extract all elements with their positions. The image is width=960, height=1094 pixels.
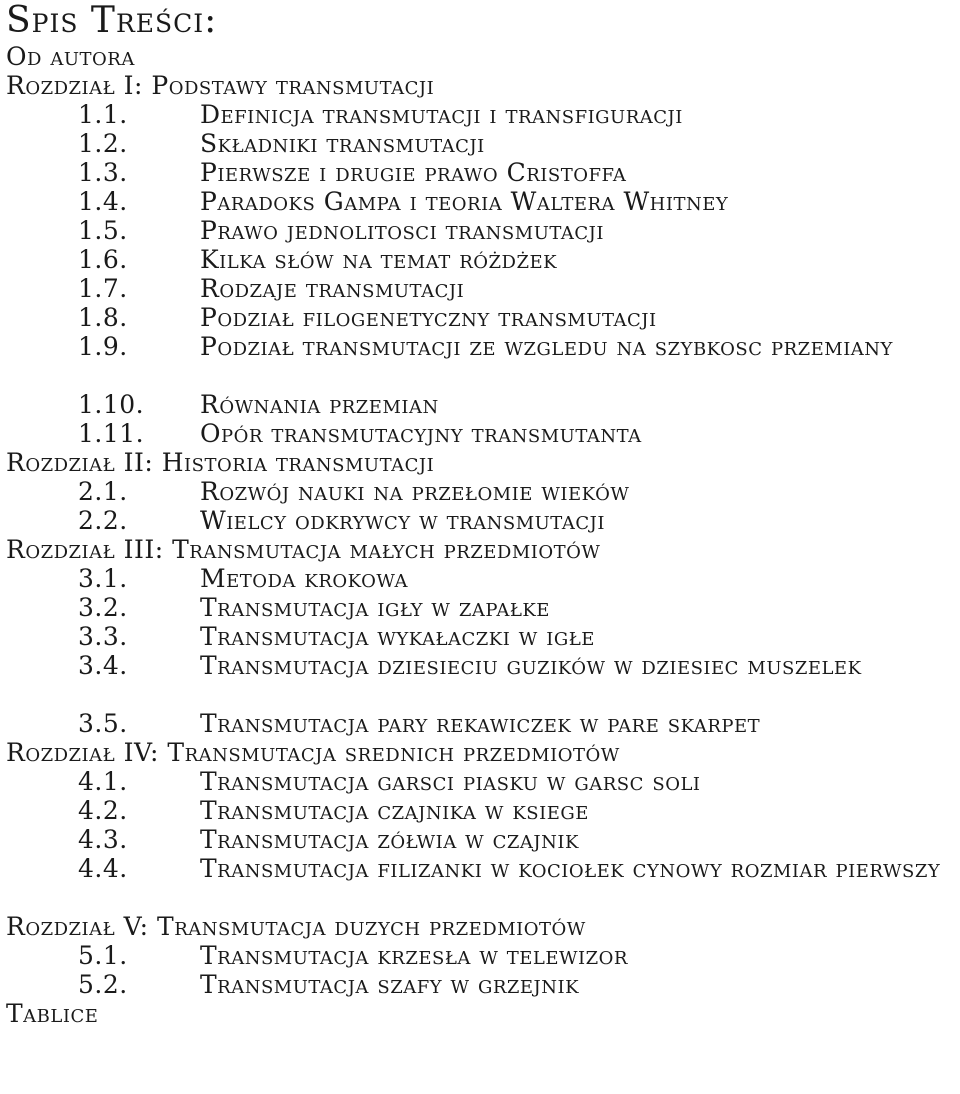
toc-section-entry	[0, 216, 960, 245]
toc-section-number: 1.8.	[78, 303, 128, 332]
table-of-contents	[0, 42, 960, 1028]
toc-section-title: Opór transmutacyjny transmutanta	[200, 419, 642, 448]
toc-section-entry	[0, 767, 960, 796]
toc-chapter-entry	[0, 535, 960, 564]
toc-section-title: Transmutacja czajnika w ksiege	[200, 796, 589, 825]
toc-section-entry	[0, 158, 960, 187]
toc-section-number: 3.2.	[78, 593, 128, 622]
toc-section-title: Prawo jednolitosci transmutacji	[200, 216, 604, 245]
toc-section-entry	[0, 419, 960, 448]
toc-section-title: Kilka słów na temat różdżek	[200, 245, 558, 274]
toc-chapter-entry	[0, 71, 960, 100]
toc-chapter-title: Rozdział II: Historia transmutacji	[6, 448, 435, 477]
toc-section-number: 1.6.	[78, 245, 128, 274]
toc-section-entry	[0, 245, 960, 274]
toc-chapter-title: Rozdział I: Podstawy transmutacji	[6, 71, 435, 100]
toc-section-number: 2.1.	[78, 477, 128, 506]
toc-chapter-title: Tablice	[6, 999, 99, 1028]
toc-section-entry	[0, 709, 960, 738]
toc-section-title: Podział transmutacji ze wzgledu na szybkosc przemiany	[200, 332, 893, 361]
toc-section-title: Rodzaje transmutacji	[200, 274, 465, 303]
toc-section-title: Metoda krokowa	[200, 564, 408, 593]
toc-section-title: Podział filogenetyczny transmutacji	[200, 303, 657, 332]
toc-section-entry	[0, 477, 960, 506]
toc-section-number: 3.4.	[78, 651, 128, 680]
toc-section-entry	[0, 187, 960, 216]
toc-section-entry	[0, 796, 960, 825]
toc-section-title: Transmutacja zółwia w czajnik	[200, 825, 579, 854]
toc-section-title: Transmutacja krzesła w telewizor	[200, 941, 628, 970]
toc-chapter-entry	[0, 42, 960, 71]
toc-section-title: Transmutacja igły w zapałke	[200, 593, 550, 622]
toc-section-entry	[0, 506, 960, 535]
toc-title: Spis Treści:	[6, 0, 218, 41]
toc-section-number: 1.3.	[78, 158, 128, 187]
toc-section-entry	[0, 100, 960, 129]
toc-chapter-entry	[0, 738, 960, 767]
toc-section-title: Pierwsze i drugie prawo Cristoffa	[200, 158, 627, 187]
toc-section-number: 1.7.	[78, 274, 128, 303]
toc-section-title: Transmutacja pary rekawiczek w pare skarpet	[200, 709, 761, 738]
toc-chapter-title: Rozdział III: Transmutacja małych przedmiotów	[6, 535, 601, 564]
toc-section-entry	[0, 390, 960, 419]
toc-section-title: Składniki transmutacji	[200, 129, 485, 158]
toc-section-number: 3.3.	[78, 622, 128, 651]
toc-section-number: 4.3.	[78, 825, 128, 854]
toc-section-title: Rozwój nauki na przełomie wieków	[200, 477, 630, 506]
toc-section-title: Transmutacja garsci piasku w garsc soli	[200, 767, 701, 796]
toc-section-number: 1.1.	[78, 100, 128, 129]
toc-section-entry	[0, 622, 960, 651]
toc-section-number: 1.11.	[78, 419, 145, 448]
toc-section-number: 4.4.	[78, 854, 128, 883]
toc-section-title: Transmutacja dziesieciu guzików w dziesiec muszelek	[200, 651, 862, 680]
toc-section-number: 2.2.	[78, 506, 128, 535]
toc-section-title: Definicja transmutacji i transfiguracji	[200, 100, 683, 129]
toc-chapter-entry	[0, 448, 960, 477]
toc-chapter-title: Od autora	[6, 42, 135, 71]
toc-chapter-title: Rozdział IV: Transmutacja srednich przedmiotów	[6, 738, 620, 767]
toc-section-entry	[0, 303, 960, 332]
toc-section-entry	[0, 941, 960, 970]
toc-section-number: 1.4.	[78, 187, 128, 216]
toc-section-entry	[0, 825, 960, 854]
toc-section-entry	[0, 651, 960, 709]
toc-section-title: Paradoks Gampa i teoria Waltera Whitney	[200, 187, 729, 216]
toc-section-number: 4.2.	[78, 796, 128, 825]
toc-section-number: 1.10.	[78, 390, 145, 419]
toc-section-entry	[0, 129, 960, 158]
toc-section-title: Wielcy odkrywcy w transmutacji	[200, 506, 605, 535]
toc-section-title: Transmutacja filizanki w kociołek cynowy rozmiar pierwszy	[200, 854, 941, 883]
toc-chapter-entry	[0, 999, 960, 1028]
toc-section-entry	[0, 332, 960, 390]
toc-section-number: 1.5.	[78, 216, 128, 245]
toc-chapter-entry	[0, 912, 960, 941]
toc-section-entry	[0, 970, 960, 999]
toc-section-number: 5.2.	[78, 970, 128, 999]
toc-section-entry	[0, 854, 960, 912]
toc-section-entry	[0, 593, 960, 622]
toc-section-number: 1.2.	[78, 129, 128, 158]
toc-section-number: 4.1.	[78, 767, 128, 796]
toc-section-number: 3.1.	[78, 564, 128, 593]
toc-section-entry	[0, 274, 960, 303]
toc-section-number: 3.5.	[78, 709, 128, 738]
toc-section-number: 5.1.	[78, 941, 128, 970]
toc-section-title: Transmutacja szafy w grzejnik	[200, 970, 580, 999]
toc-section-title: Równania przemian	[200, 390, 439, 419]
toc-section-number: 1.9.	[78, 332, 128, 361]
toc-section-title: Transmutacja wykałaczki w igłe	[200, 622, 595, 651]
toc-chapter-title: Rozdział V: Transmutacja duzych przedmiotów	[6, 912, 586, 941]
toc-section-entry	[0, 564, 960, 593]
